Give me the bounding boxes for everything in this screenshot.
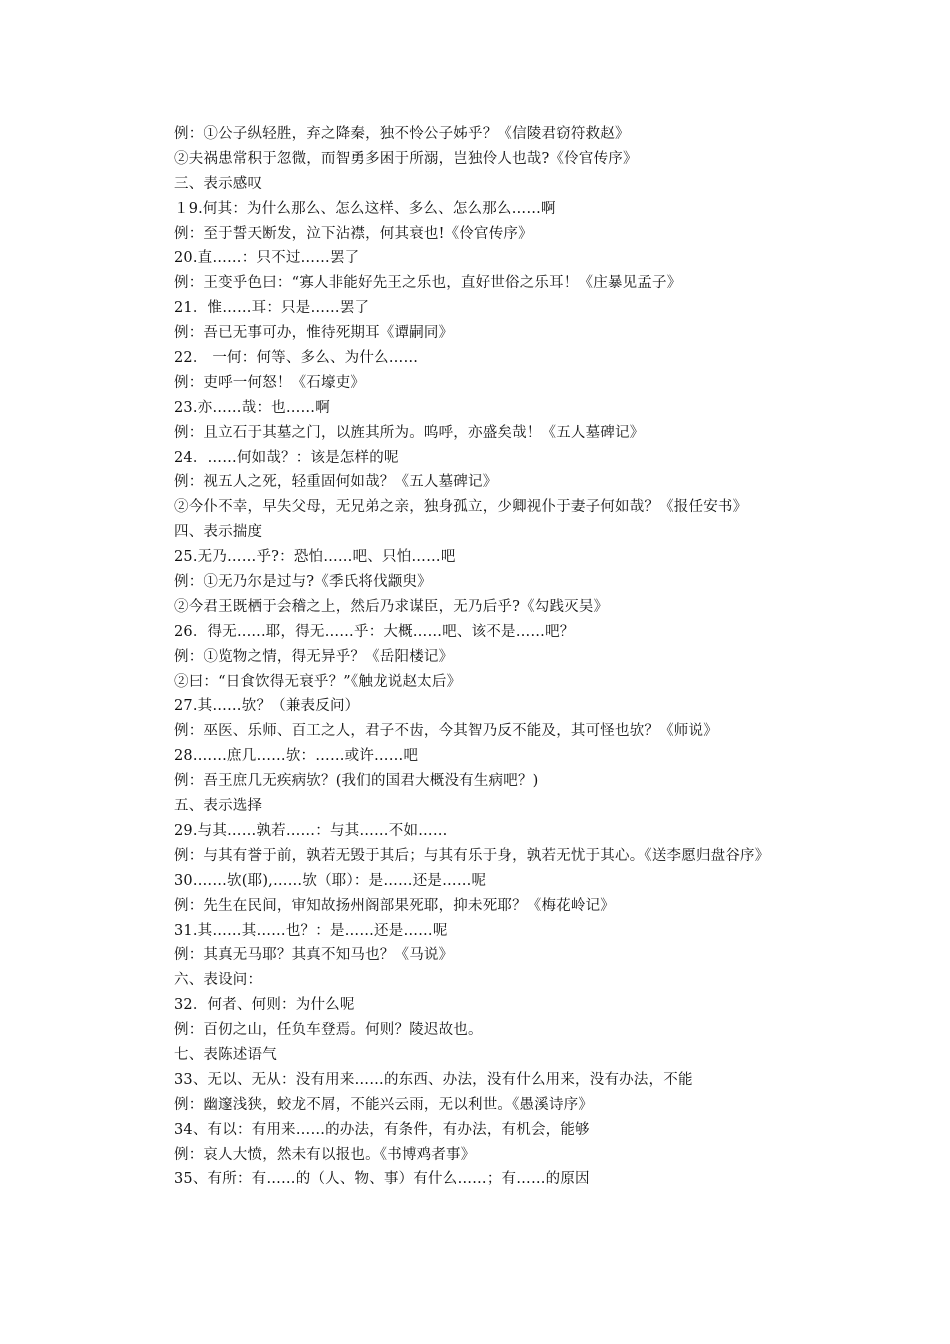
text-line: 例：百仞之山，任负车登焉。何则？陵迟故也。: [174, 1022, 483, 1039]
text-line: 31.其……其……也？：是……还是……呢: [174, 922, 448, 939]
text-line: 例：幽邃浅狭，蛟龙不屑，不能兴云雨，无以利世。《愚溪诗序》: [174, 1096, 594, 1113]
document-body: [146, 122, 816, 1192]
text-line: ②今仆不幸，早失父母，无兄弟之亲，独身孤立，少卿视仆于妻子何如哉？《报任安书》: [174, 499, 748, 516]
section-heading: 五、表示选择: [174, 798, 263, 815]
text-line: 27.其……欤？（兼表反问）: [174, 698, 360, 715]
text-line: 例：①公子纵轻胜，弃之降秦，独不怜公子姊乎？《信陵君窃符救赵》: [174, 126, 630, 142]
text-line: ②今君王既栖于会稽之上，然后乃求谋臣，无乃后乎?《勾践灭吴》: [174, 598, 609, 615]
text-line: 20.直……：只不过……罢了: [174, 250, 360, 267]
text-line: 26．得无......耶，得无……乎：大概……吧、该不是……吧？: [174, 623, 575, 640]
section-heading: 六、表设问：: [174, 972, 263, 989]
text-line: 例：①览物之情，得无异乎？《岳阳楼记》: [174, 648, 454, 665]
text-line: 22． 一何：何等、多么、为什么……: [174, 350, 419, 367]
text-line: 例：其真无马耶？其真不知马也？《马说》: [174, 947, 454, 964]
text-line: 24．……何如哉？：该是怎样的呢: [174, 449, 399, 466]
text-line: １9.何其：为什么那么、怎么这样、多么、怎么那么……啊: [174, 200, 556, 217]
text-line: 例：先生在民间，审知故扬州阁部果死耶，抑未死耶？《梅花岭记》: [174, 897, 615, 914]
text-line: 例：吏呼一何怒！《石壕吏》: [174, 374, 366, 391]
text-line: 例：吾王庶几无疾病欤？(我们的国君大概没有生病吧？): [174, 773, 539, 790]
text-line: 例：吾已无事可办，惟待死期耳《谭嗣同》: [174, 325, 454, 342]
text-line: 例：巫医、乐师、百工之人，君子不齿，今其智乃反不能及，其可怪也欤？《师说》: [174, 723, 718, 740]
section-heading: 三、表示感叹: [174, 175, 263, 192]
text-line: 33、无以、无从：没有用来……的东西、办法，没有什么用来，没有办法，不能: [174, 1071, 693, 1088]
text-line: 例：王变乎色曰：“寡人非能好先王之乐也，直好世俗之乐耳！《庄暴见孟子》: [174, 275, 682, 292]
text-line: 例：哀人大愤，然未有以报也。《书博鸡者事》: [174, 1146, 476, 1163]
text-line: 34、有以：有用来……的办法，有条件，有办法，有机会，能够: [174, 1121, 590, 1138]
text-line: 25.无乃……乎?：恐怕……吧、只怕……吧: [174, 549, 456, 566]
text-line: 28.……庶几……欤：……或许……吧: [174, 748, 419, 765]
text-line: 例：且立石于其墓之门，以旌其所为。呜呼，亦盛矣哉！《五人墓碑记》: [174, 424, 645, 441]
text-line: 23.亦……哉：也……啊: [174, 399, 330, 416]
wrapped-paragraph: 例：与其有誉于前，孰若无毁于其后；与其有乐于身，孰若无忧于其心。《送李愿归盘谷序》: [174, 847, 770, 864]
text-line: 30.……欤(耶),……欤（耶）：是……还是……呢: [174, 872, 487, 889]
text-line: 例：至于誓天断发，泣下沾襟，何其衰也!《伶官传序》: [174, 225, 533, 242]
section-heading: 七、表陈述语气: [174, 1046, 277, 1063]
section-heading: 四、表示揣度: [174, 524, 263, 541]
text-line: 例：①无乃尔是过与?《季氏将伐颛臾》: [174, 574, 432, 591]
text-line: ②曰：“日食饮得无衰乎？”《触龙说赵太后》: [174, 673, 462, 690]
text-line: 21．惟……耳：只是……罢了: [174, 300, 370, 317]
text-line: 35、有所：有……的（人、物、事）有什么……；有……的原因: [174, 1171, 590, 1188]
text-line: 32．何者、何则：为什么呢: [174, 997, 355, 1014]
text-line: ②夫祸患常积于忽微，而智勇多困于所溺，岂独伶人也哉?《伶官传序》: [174, 150, 638, 167]
text-line: 例：视五人之死，轻重固何如哉？《五人墓碑记》: [174, 474, 498, 491]
text-line: 29.与其……孰若……：与其……不如……: [174, 822, 448, 839]
